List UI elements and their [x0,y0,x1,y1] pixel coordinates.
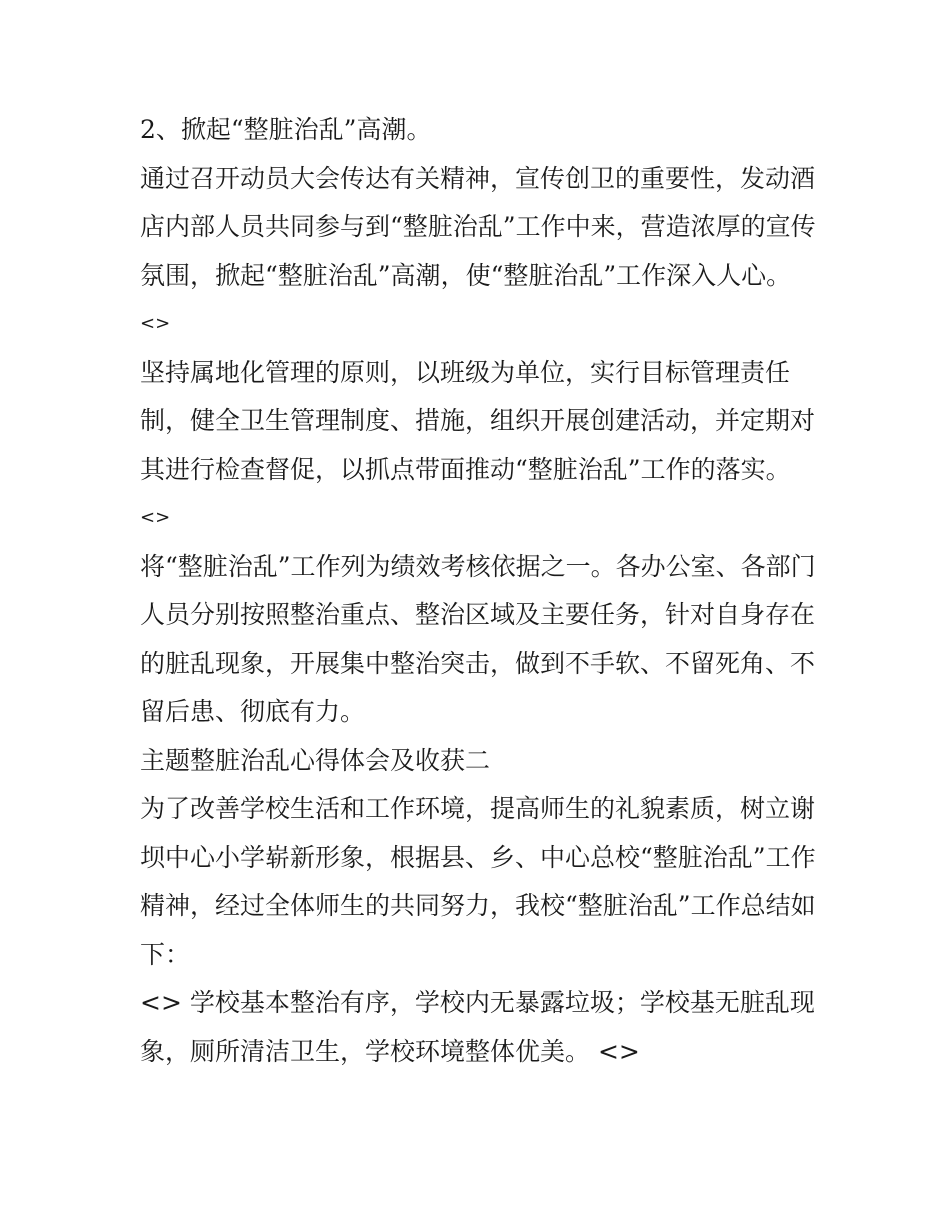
paragraph-line: 其进行检查督促，以抓点带面推动“整脏治乱”工作的落实。 [140,454,791,484]
paragraph-line: 坝中心小学崭新形象，根据县、乡、中心总校“整脏治乱”工作 [140,842,816,872]
paragraph-line: 象，厕所清洁卫生，学校环境整体优美。 <> [140,1036,640,1066]
paragraph-line: 氛围，掀起“整脏治乱”高潮，使“整脏治乱”工作深入人心。 [140,260,792,290]
paragraph-line: 人员分别按照整治重点、整治区域及主要任务，针对自身存在 [140,600,816,629]
paragraph-line: 坚持属地化管理的原则，以班级为单位，实行目标管理责任 [140,357,791,387]
section-title: 主题整脏治乱心得体会及收获二 [140,745,491,775]
placeholder-marker: <> [140,507,171,528]
paragraph-line: <> 学校基本整治有序，学校内无暴露垃圾；学校基无脏乱现 [140,988,815,1017]
paragraph-line: 制，健全卫生管理制度、措施，组织开展创建活动，并定期对 [140,406,816,435]
paragraph-line: 的脏乱现象，开展集中整治突击，做到不手软、不留死角、不 [140,648,816,678]
document-body [140,106,820,1076]
heading-2: 2、掀起“整脏治乱”高潮。 [140,115,432,144]
paragraph-line: 将“整脏治乱”工作列为绩效考核依据之一。各办公室、各部门 [140,551,816,581]
paragraph-line: 精神，经过全体师生的共同努力，我校“整脏治乱”工作总结如 [140,891,816,920]
paragraph-line: 店内部人员共同参与到“整脏治乱”工作中来，营造浓厚的宣传 [140,212,816,241]
paragraph-line: 通过召开动员大会传达有关精神，宣传创卫的重要性，发动酒 [140,163,816,193]
placeholder-marker: <> [140,313,171,334]
paragraph-line: 留后患、彻底有力。 [140,697,366,726]
paragraph-line: 为了改善学校生活和工作环境，提高师生的礼貌素质，树立谢 [140,794,816,823]
paragraph-line: 下： [140,939,191,969]
